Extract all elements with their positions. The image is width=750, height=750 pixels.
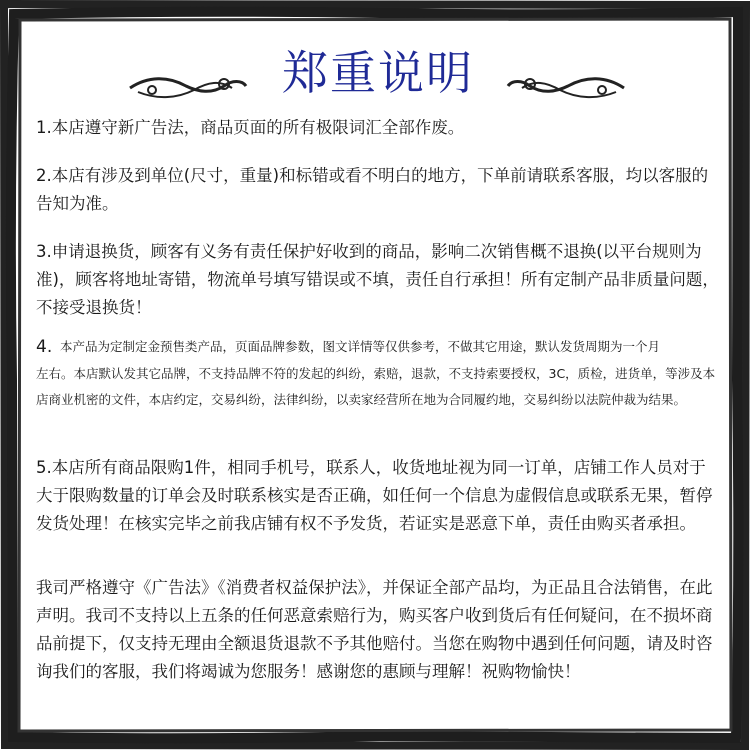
notice-item-3: 3.申请退换货，顾客有义务有责任保护好收到的商品，影响二次销售概不退换(以平台规则为准)，顾客将地址寄错，物流单号填写错误或不填，责任自行承担！所有定制产品非质量问题，不接受退换货！ [36, 242, 719, 317]
closing-statement: 我司严格遵守《广告法》《消费者权益保护法》，并保证全部产品均，为正品且合法销售，在此声明。我司不支持以上五条的任何恶意索赔行为，购买客户收到货后有任何疑问，在不损坏商品前提下，仅支持无理由全额退货退款不予其他赔付。当您在购物中遇到任何问题，请及时咨询我们的客服，我们将竭诚为您服务！感谢您的惠顾与理解！祝购物愉快！ [36, 578, 713, 681]
notice-item-4 [36, 334, 720, 414]
title-row [36, 38, 720, 108]
notice-item-4-number: 4. [36, 337, 53, 357]
page-title: 郑重说明 [282, 46, 474, 100]
flourish-ornament-icon [506, 72, 626, 102]
notice-item-4-body: 左右。本店默认发其它品牌，不支持品牌不符的发起的纠纷，索赔，退款，不支持索要授权，3C，质检，进货单，等涉及本店商业机密的文件，本店约定，交易纠纷，法律纠纷，以卖家经营所在地为合同履约地，交易纠纷以法院仲裁为结果。 [36, 365, 716, 407]
notice-item-4-first-line: 本产品为定制定金预售类产品，页面品牌参数，图文详情等仅供参考，不做其它用途，默认发货周期为一个月 [60, 339, 661, 354]
notice-item-5: 5.本店所有商品限购1件，相同手机号，联系人，收货地址视为同一订单，店铺工作人员对于大于限购数量的订单会及时联系核实是否正确，如任何一个信息为虚假信息或联系无果，暂停发货处理！在核实完毕之前我店铺有权不予发货，若证实是恶意下单，责任由购买者承担。 [36, 458, 713, 533]
notice-item-2: 2.本店有涉及到单位(尺寸，重量)和标错或看不明白的地方，下单前请联系客服，均以客服的告知为准。 [36, 166, 709, 213]
content-area [36, 30, 720, 720]
notice-item-1: 1.本店遵守新广告法，商品页面的所有极限词汇全部作废。 [36, 118, 465, 137]
